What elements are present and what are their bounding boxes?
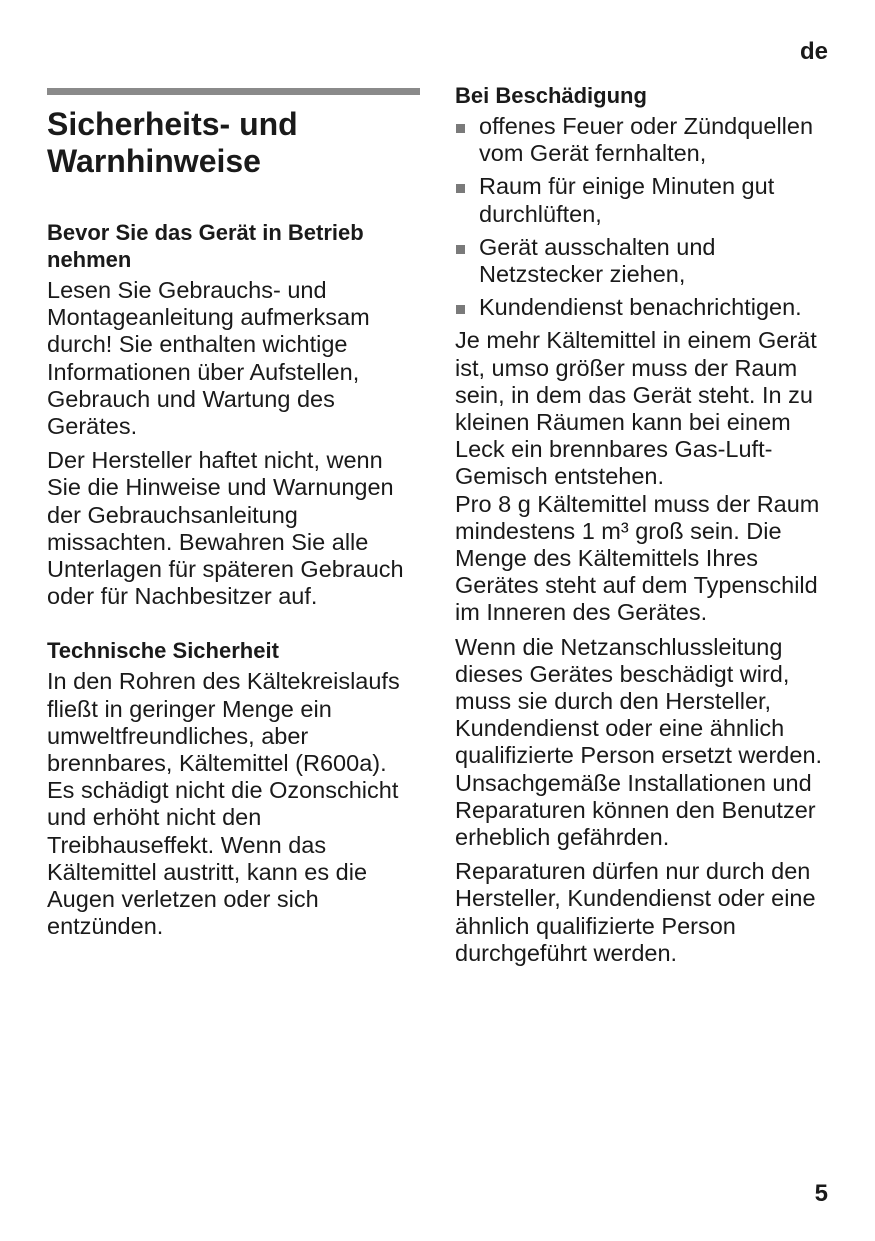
list-item (455, 113, 830, 167)
list-item (455, 173, 830, 227)
left-column (47, 88, 420, 947)
list-item-text: Gerät ausschalten und Netzstecker ziehen, (479, 233, 716, 288)
section-heading-damage: Bei Beschädigung (455, 83, 647, 108)
paragraph: Reparaturen dürfen nur durch den Hersteller, Kundendienst oder eine ähnlich qualifizierte Person durchgeführt werden. (455, 858, 816, 966)
page-number: 5 (814, 1180, 828, 1207)
right-column (455, 82, 830, 974)
list-item-text: offenes Feuer oder Zündquellen vom Gerät fernhalten, (479, 113, 814, 167)
language-tag: de (799, 38, 828, 65)
list-item-text: Kundendienst benachrichtigen. (479, 294, 802, 321)
paragraph: Der Hersteller haftet nicht, wenn Sie die Hinweise und Warnungen der Gebrauchsanleitung missachten. Bewahren Sie alle Unterlagen für späteren Gebrauch oder für Nachbesitzer auf. (47, 447, 404, 610)
square-bullet-icon (456, 305, 465, 314)
list-item (455, 234, 830, 288)
paragraph: In den Rohren des Kältekreislaufs fließt in geringer Menge ein umweltfreundliches, aber brennbares, Kältemittel (R600a). Es schädigt nicht die Ozonschicht und erhöht nicht den Treibhauseffekt. Wenn das Kältemittel austritt, kann es die Augen verletzen oder sich entzünden. (47, 668, 400, 940)
list-item (455, 294, 830, 321)
paragraph: Je mehr Kältemittel in einem Gerät ist, umso größer muss der Raum sein, in dem das Gerät steht. In zu kleinen Räumen kann bei einem Leck ein brennbares Gas-Luft-Gemisch entstehen. (455, 327, 817, 490)
paragraph: Pro 8 g Kältemittel muss der Raum mindestens 1 m³ groß sein. Die Menge des Kältemittels Ihres Gerätes steht auf dem Typenschild im Inneren des Gerätes. (455, 490, 820, 626)
section-heading-technical-safety: Technische Sicherheit (47, 638, 279, 664)
square-bullet-icon (456, 124, 465, 133)
square-bullet-icon (456, 245, 465, 254)
page-title: Sicherheits- und Warnhinweise (47, 106, 298, 179)
list-item-text: Raum für einige Minuten gut durchlüften, (479, 173, 775, 227)
square-bullet-icon (456, 184, 465, 193)
bullet-list (455, 113, 830, 321)
paragraph: Lesen Sie Gebrauchs- und Montageanleitung aufmerksam durch! Sie enthalten wichtige Informationen über Aufstellen, Gebrauch und Wartung des Gerätes. (47, 277, 370, 440)
section-heading-before-use: Bevor Sie das Gerät in Betrieb nehmen (47, 220, 364, 272)
paragraph: Wenn die Netzanschlussleitung dieses Gerätes beschädigt wird, muss sie durch den Hersteller, Kundendienst oder eine ähnlich qualifizierte Person ersetzt werden. Unsachgemäße Installationen und Reparaturen können den Benutzer erheblich gefährden. (455, 633, 823, 851)
section-rule (47, 88, 420, 95)
